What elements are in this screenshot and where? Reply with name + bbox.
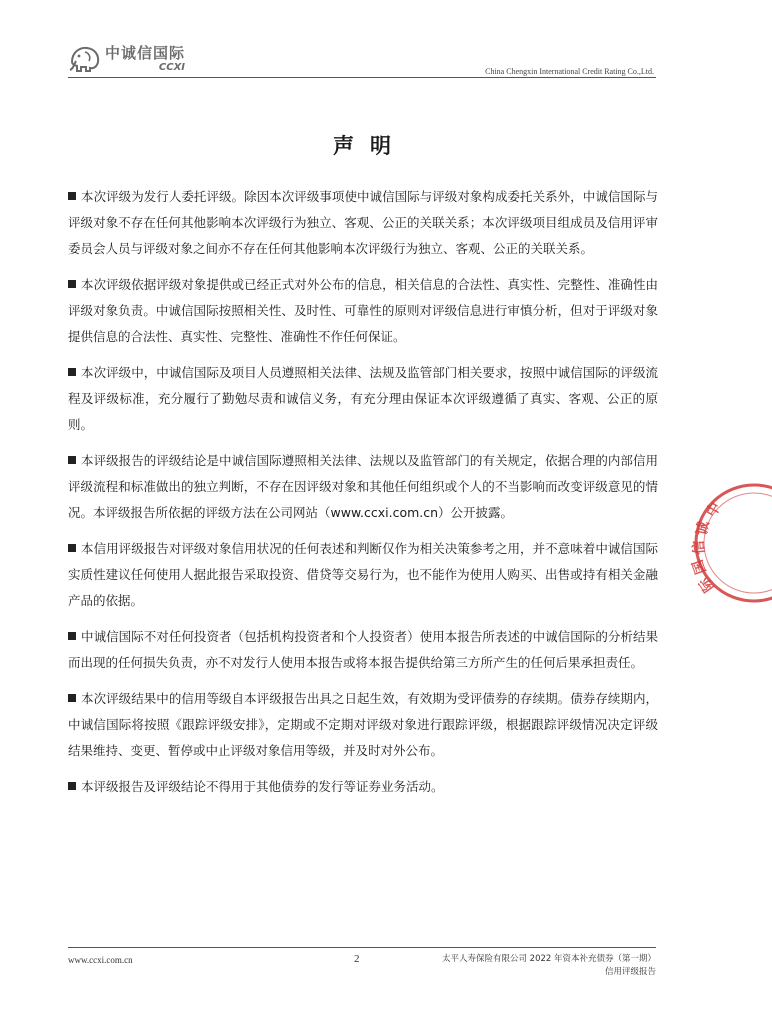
- company-seal-stamp: [689, 478, 772, 608]
- square-bullet-icon: [68, 632, 76, 640]
- statement-paragraph: [68, 272, 658, 350]
- statement-paragraph: [68, 536, 658, 614]
- statement-paragraph: [68, 184, 658, 262]
- statement-paragraph: [68, 774, 658, 800]
- paragraph-text: 本次评级依据评级对象提供或已经正式对外公布的信息，相关信息的合法性、真实性、完整性、准确性由评级对象负责。中诚信国际按照相关性、及时性、可靠性的原则对评级信息进行审慎分析，但对于评级对象提供信息的合法性、真实性、完整性、准确性不作任何保证。: [68, 277, 658, 344]
- square-bullet-icon: [68, 368, 76, 376]
- paragraph-text: 本信用评级报告对评级对象信用状况的任何表述和判断仅作为相关决策参考之用，并不意味着中诚信国际实质性建议任何使用人据此报告采取投资、借贷等交易行为，也不能作为使用人购买、出售或持有相关金融产品的依据。: [68, 541, 658, 608]
- header-divider: [68, 77, 656, 78]
- logo-english-name: CCXI: [158, 61, 186, 73]
- paragraph-text: 本次评级为发行人委托评级。除因本次评级事项使中诚信国际与评级对象构成委托关系外，中诚信国际与评级对象不存在任何其他影响本次评级行为独立、客观、公正的关联关系；本次评级项目组成员及信用评审委员会人员与评级对象之间亦不存在任何其他影响本次评级行为独立、客观、公正的关联关系。: [68, 189, 658, 256]
- elephant-logo-icon: [68, 44, 102, 74]
- svg-text:信: 信: [690, 539, 708, 556]
- svg-text:诚: 诚: [694, 520, 713, 537]
- ccxi-logo: [68, 42, 185, 76]
- statement-body: [68, 184, 658, 810]
- square-bullet-icon: [68, 694, 76, 702]
- statement-paragraph: [68, 686, 658, 764]
- square-bullet-icon: [68, 192, 76, 200]
- footer-website: www.ccxi.com.cn: [68, 955, 133, 965]
- footer-report-line2: 信用评级报告: [604, 967, 656, 977]
- paragraph-text: 本次评级结果中的信用等级自本评级报告出具之日起生效，有效期为受评债券的存续期。债券存续期内，中诚信国际将按照《跟踪评级安排》，定期或不定期对评级对象进行跟踪评级，根据跟踪评级情况决定评级结果维持、变更、暂停或中止评级对象信用等级，并及时对外公布。: [68, 691, 658, 758]
- square-bullet-icon: [68, 456, 76, 464]
- page-title: 声明: [333, 134, 407, 158]
- square-bullet-icon: [68, 782, 76, 790]
- paragraph-text: 本评级报告及评级结论不得用于其他债券的发行等证券业务活动。: [81, 779, 444, 794]
- square-bullet-icon: [68, 280, 76, 288]
- page-header: [68, 40, 656, 80]
- svg-text:际: 际: [696, 574, 718, 595]
- logo-chinese-name: 中诚信国际: [105, 43, 186, 62]
- paragraph-text: 本次评级中，中诚信国际及项目人员遵照相关法律、法规及监管部门相关要求，按照中诚信国际的评级流程及评级标准，充分履行了勤勉尽责和诚信义务，有充分理由保证本次评级遵循了真实、客观、公正的原则。: [68, 365, 658, 432]
- company-english-name: China Chengxin International Credit Rating Co.,Ltd.: [485, 67, 654, 76]
- footer-report-line1: 太平人寿保险有限公司 2022 年资本补充债券（第一期）: [441, 954, 656, 964]
- square-bullet-icon: [68, 544, 76, 552]
- statement-paragraph: [68, 448, 658, 526]
- paragraph-text: 本评级报告的评级结论是中诚信国际遵照相关法律、法规以及监管部门的有关规定，依据合理的内部信用评级流程和标准做出的独立判断，不存在因评级对象和其他任何组织或个人的不当影响而改变评级意见的情况。本评级报告所依据的评级方法在公司网站（www.ccxi.com.cn）公开披露。: [68, 453, 658, 520]
- svg-text:国: 国: [689, 557, 710, 577]
- footer-divider: [68, 947, 656, 948]
- statement-paragraph: [68, 624, 658, 676]
- svg-text:中: 中: [703, 499, 725, 520]
- footer-report-title: [442, 953, 656, 979]
- page-number: 2: [354, 953, 360, 965]
- paragraph-text: 中诚信国际不对任何投资者（包括机构投资者和个人投资者）使用本报告所表述的中诚信国际的分析结果而出现的任何损失负责，亦不对发行人使用本报告或将本报告提供给第三方所产生的任何后果承担责任。: [68, 629, 658, 670]
- statement-paragraph: [68, 360, 658, 438]
